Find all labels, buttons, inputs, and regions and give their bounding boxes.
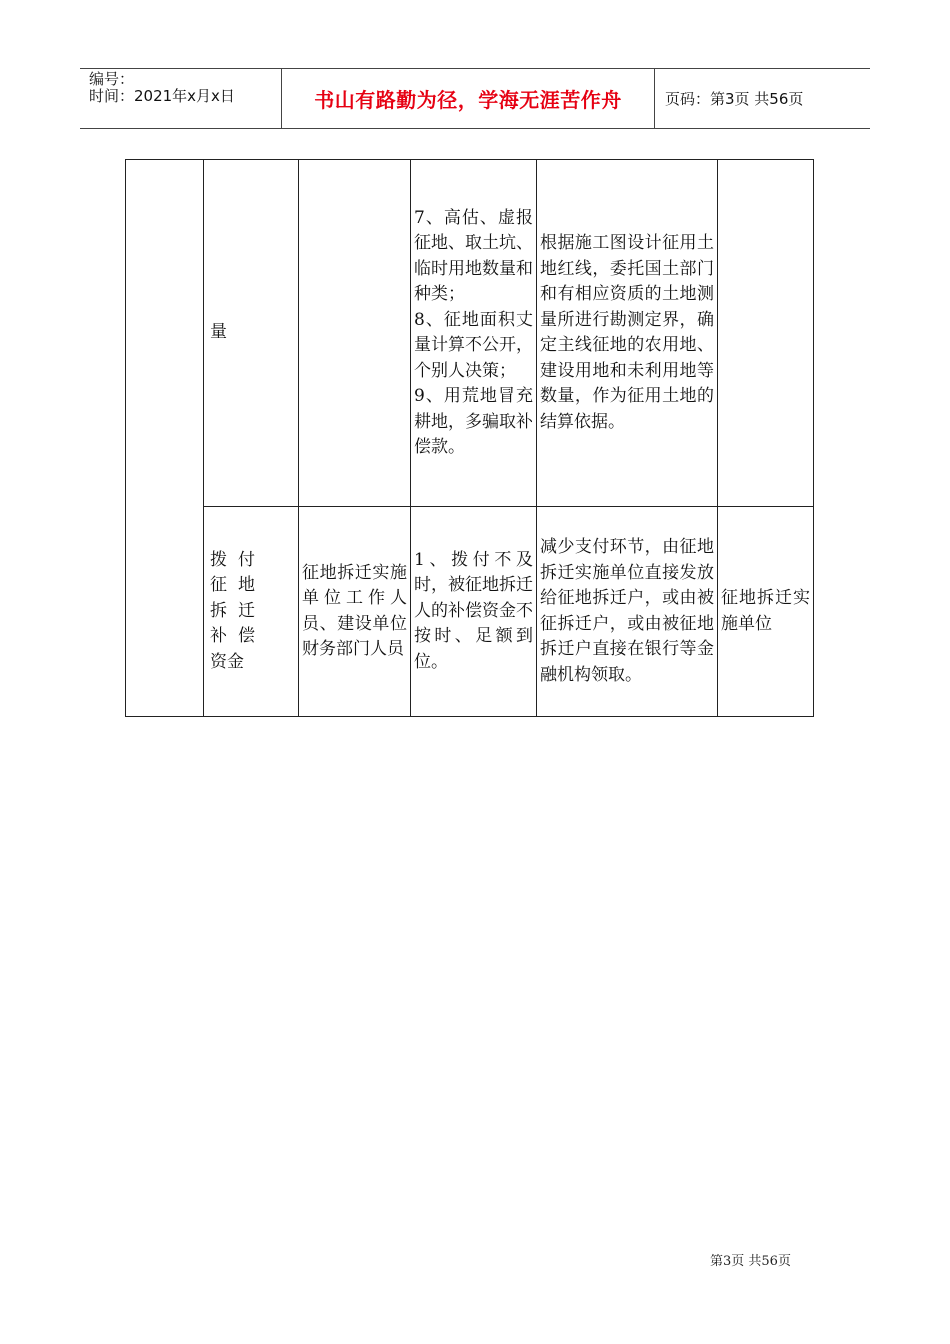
- risk-control-table: [125, 159, 814, 717]
- header-meta: [80, 69, 282, 128]
- page-header: [80, 68, 870, 129]
- document-date: 时间：2021年x月x日: [89, 87, 235, 105]
- table-cell-category: [126, 160, 204, 717]
- header-motto: 书山有路勤为径，学海无涯苦作舟: [314, 88, 622, 112]
- table-cell-risk: 1、拨付不及时，被征地拆迁人的补偿资金不按时、足额到位。: [411, 507, 537, 717]
- table-cell-item: [204, 507, 299, 717]
- item-text: 拨付征地拆迁补偿资金: [210, 549, 255, 672]
- header-motto-cell: [282, 69, 655, 128]
- table-cell-risk: 7、高估、虚报征地、取土坑、临时用地数量和种类； 8、征地面积丈量计算不公开，个别人决策； 9、用荒地冒充耕地，多骗取补偿款。: [411, 160, 537, 507]
- table-row: [126, 160, 814, 507]
- document-number: 编号：: [89, 70, 135, 88]
- header-page-number: 页码：第3页 共56页: [665, 90, 804, 108]
- table-row: [126, 507, 814, 717]
- table-cell-responsible: [718, 160, 814, 507]
- table-cell-measure: 减少支付环节，由征地拆迁实施单位直接发放给征地拆迁户，或由被征拆迁户，或由被征地拆迁户直接在银行等金融机构领取。: [537, 507, 718, 717]
- table-cell-item: 量: [204, 160, 299, 507]
- table-cell-personnel: 征地拆迁实施单位工作人员、建设单位财务部门人员: [299, 507, 411, 717]
- table-cell-measure: 根据施工图设计征用土地红线，委托国土部门和有相应资质的土地测量所进行勘测定界，确定主线征地的农用地、建设用地和未利用地等数量，作为征用土地的结算依据。: [537, 160, 718, 507]
- table-cell-responsible: 征地拆迁实施单位: [718, 507, 814, 717]
- footer-page-number: 第3页 共56页: [710, 1254, 791, 1269]
- table-cell-personnel: [299, 160, 411, 507]
